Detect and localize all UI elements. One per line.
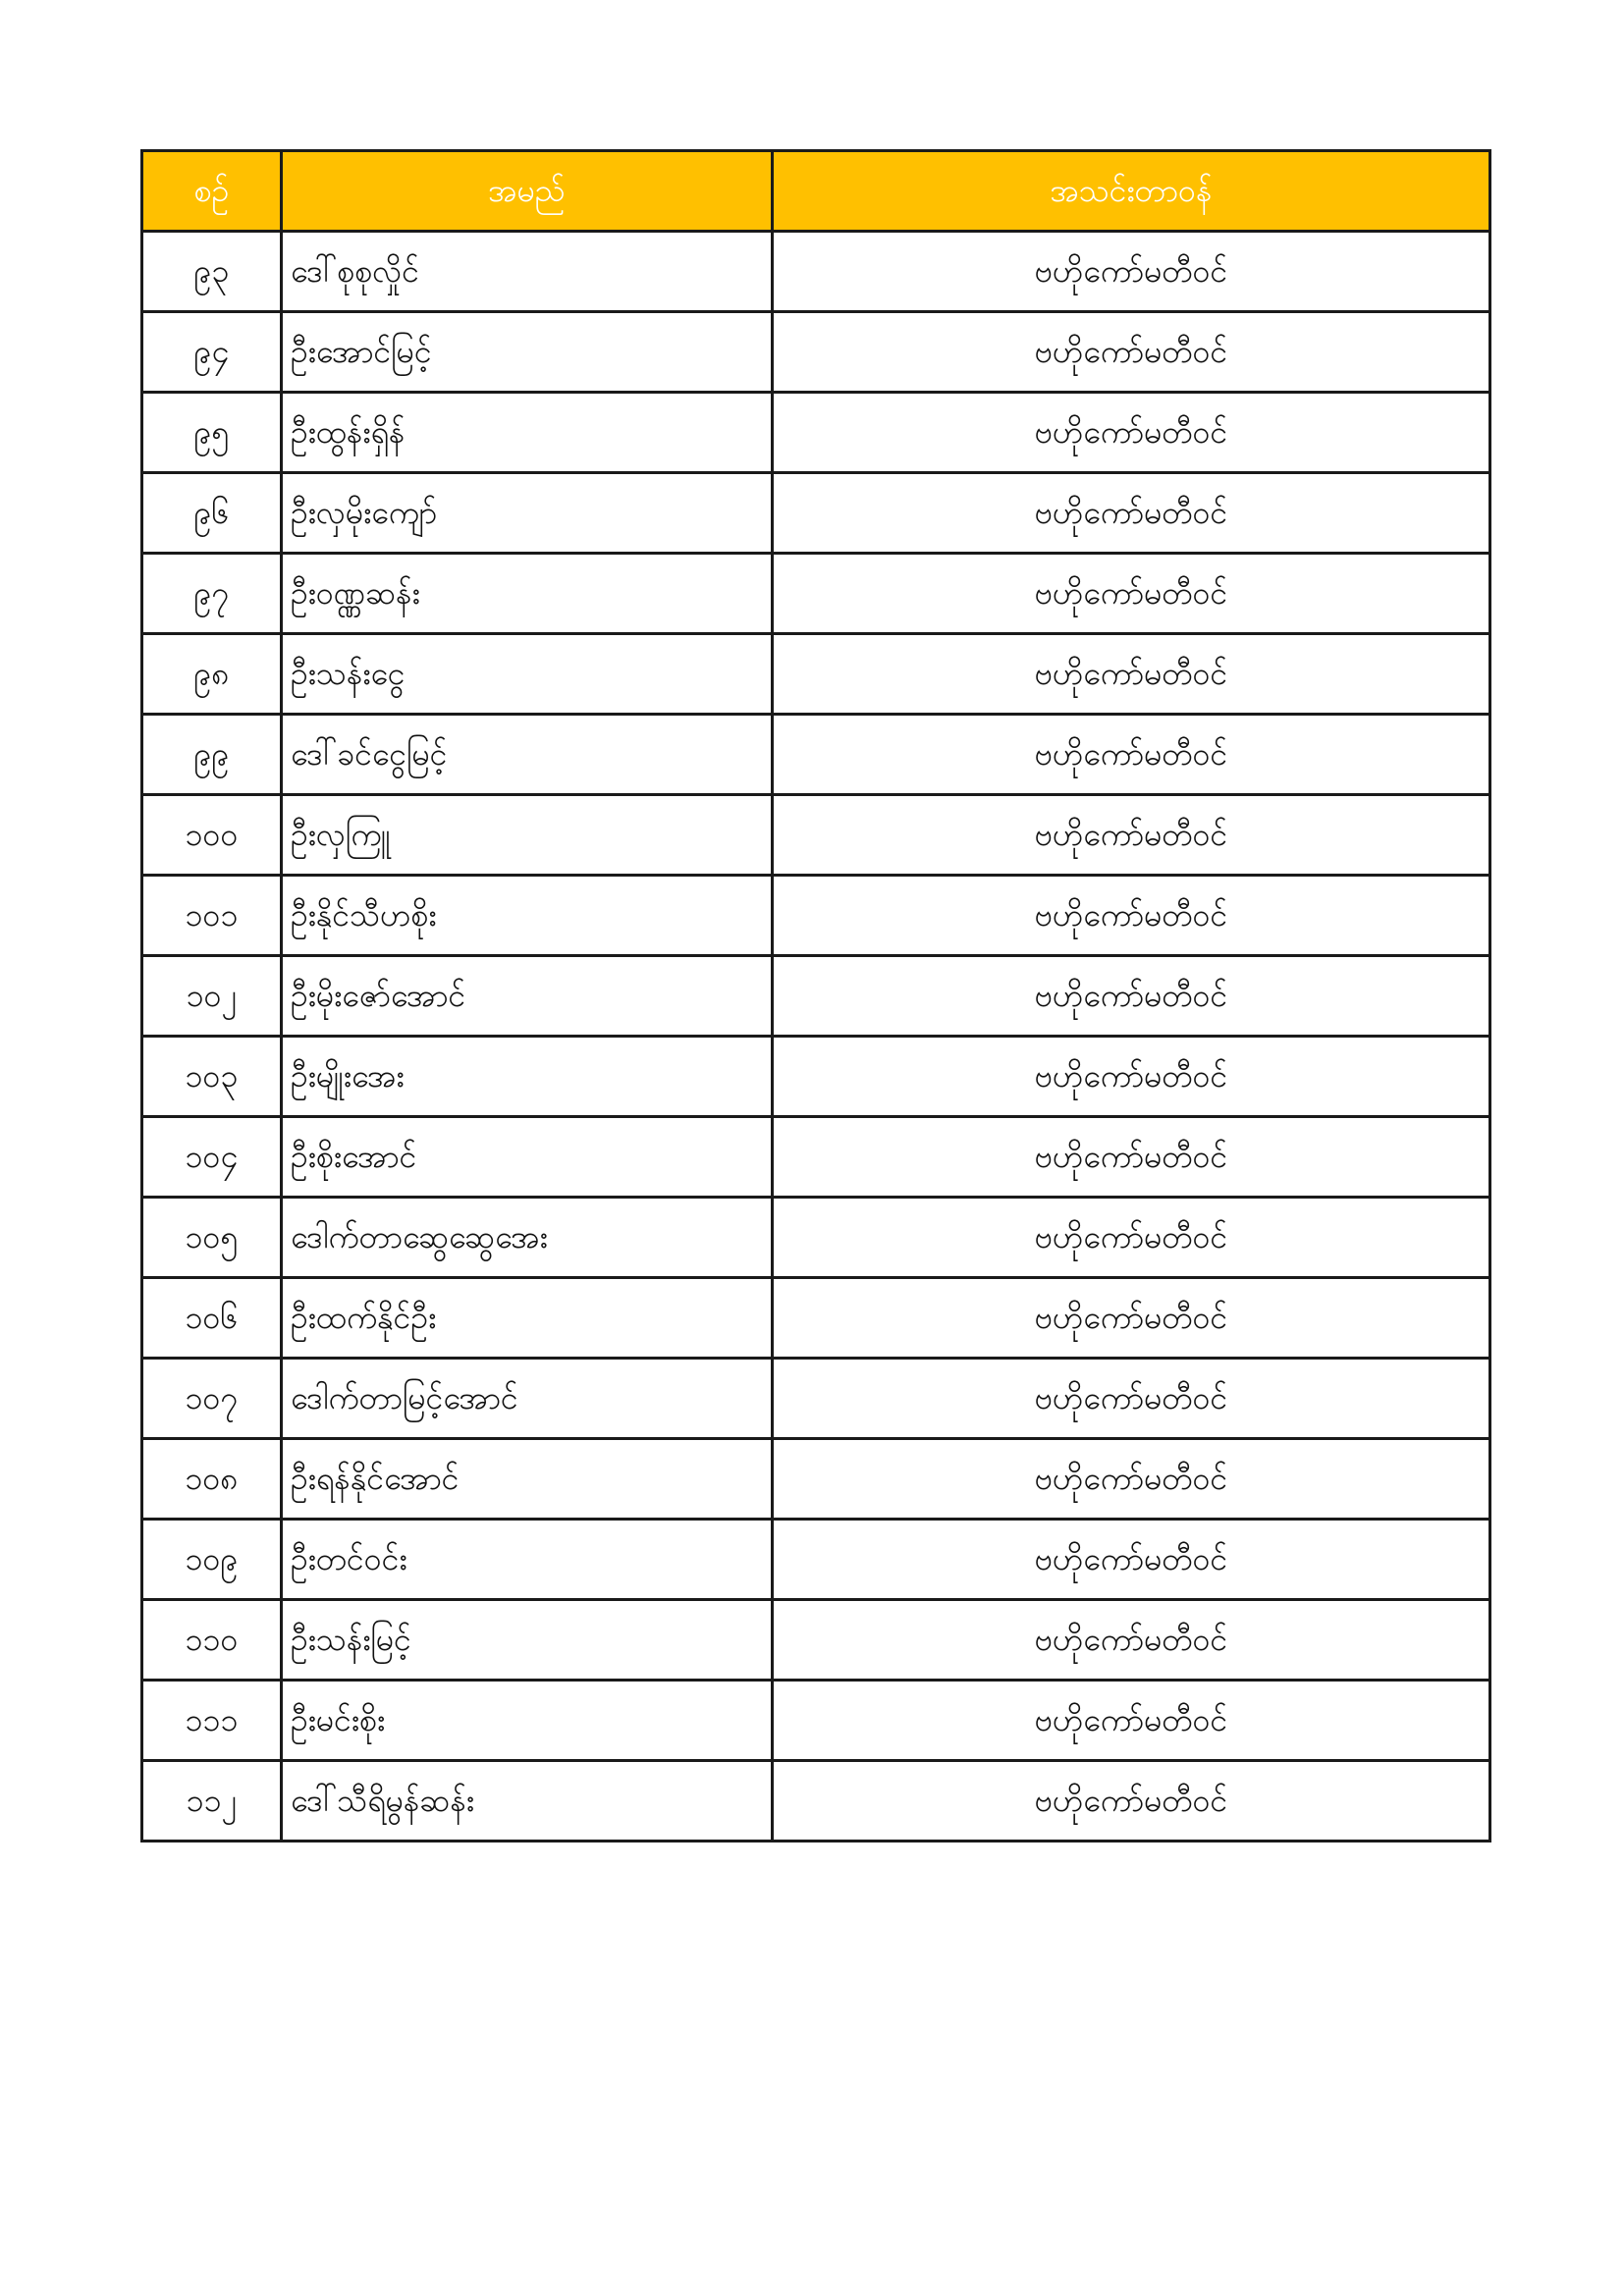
name-cell: ဦးနိုင်သီဟစိုး	[282, 876, 773, 956]
position-cell: ဗဟိုကော်မတီဝင်	[773, 634, 1490, 715]
position-cell: ဗဟိုကော်မတီဝင်	[773, 1600, 1490, 1681]
serial-no-cell: ၁၀၀	[142, 795, 282, 876]
position-cell: ဗဟိုကော်မတီဝင်	[773, 795, 1490, 876]
position-cell: ဗဟိုကော်မတီဝင်	[773, 956, 1490, 1037]
table-row	[142, 1600, 1490, 1681]
name-cell: ဦးဝဏ္ဏဆန်း	[282, 554, 773, 634]
header-name: အမည်	[282, 151, 773, 232]
table-row	[142, 876, 1490, 956]
name-cell: ဒေါ်သီရိမွန်ဆန်း	[282, 1761, 773, 1842]
name-cell: ဦးထက်နိုင်ဦး	[282, 1278, 773, 1359]
name-cell: ဦးသန်းငွေ	[282, 634, 773, 715]
serial-no-cell: ၉၃	[142, 232, 282, 312]
position-cell: ဗဟိုကော်မတီဝင်	[773, 473, 1490, 554]
position-cell: ဗဟိုကော်မတီဝင်	[773, 1037, 1490, 1117]
table-header-row	[142, 151, 1490, 232]
table-row	[142, 473, 1490, 554]
serial-no-cell: ၉၇	[142, 554, 282, 634]
serial-no-cell: ၁၀၉	[142, 1520, 282, 1600]
position-cell: ဗဟိုကော်မတီဝင်	[773, 1681, 1490, 1761]
position-cell: ဗဟိုကော်မတီဝင်	[773, 1761, 1490, 1842]
table-row	[142, 1520, 1490, 1600]
name-cell: ဦးထွန်းရှိန်	[282, 393, 773, 473]
name-cell: ဦးမင်းစိုး	[282, 1681, 773, 1761]
name-cell: ဒေါ်ခင်ငွေမြင့်	[282, 715, 773, 795]
serial-no-cell: ၉၉	[142, 715, 282, 795]
table-row	[142, 1761, 1490, 1842]
position-cell: ဗဟိုကော်မတီဝင်	[773, 393, 1490, 473]
position-cell: ဗဟိုကော်မတီဝင်	[773, 1117, 1490, 1198]
name-cell: ဒေါက်တာမြင့်အောင်	[282, 1359, 773, 1439]
table-row	[142, 1198, 1490, 1278]
table-row	[142, 554, 1490, 634]
serial-no-cell: ၉၄	[142, 312, 282, 393]
serial-no-cell: ၁၁၁	[142, 1681, 282, 1761]
name-cell: ဦးမျိုးအေး	[282, 1037, 773, 1117]
table-row	[142, 1037, 1490, 1117]
name-cell: ဦးလှကြူ	[282, 795, 773, 876]
table-row	[142, 634, 1490, 715]
table-row	[142, 1439, 1490, 1520]
member-table	[140, 149, 1491, 1842]
name-cell: ဦးလှမိုးကျော်	[282, 473, 773, 554]
table-row	[142, 956, 1490, 1037]
position-cell: ဗဟိုကော်မတီဝင်	[773, 1278, 1490, 1359]
serial-no-cell: ၁၀၆	[142, 1278, 282, 1359]
serial-no-cell: ၁၀၇	[142, 1359, 282, 1439]
position-cell: ဗဟိုကော်မတီဝင်	[773, 1359, 1490, 1439]
name-cell: ဦးသန်းမြင့်	[282, 1600, 773, 1681]
table-row	[142, 1117, 1490, 1198]
position-cell: ဗဟိုကော်မတီဝင်	[773, 554, 1490, 634]
serial-no-cell: ၁၀၄	[142, 1117, 282, 1198]
name-cell: ဒေါက်တာဆွေဆွေအေး	[282, 1198, 773, 1278]
header-position: အသင်းတာဝန်	[773, 151, 1490, 232]
serial-no-cell: ၁၀၈	[142, 1439, 282, 1520]
name-cell: ဦးရန်နိုင်အောင်	[282, 1439, 773, 1520]
position-cell: ဗဟိုကော်မတီဝင်	[773, 876, 1490, 956]
name-cell: ဦးအောင်မြင့်	[282, 312, 773, 393]
table-row	[142, 232, 1490, 312]
table-row	[142, 1359, 1490, 1439]
position-cell: ဗဟိုကော်မတီဝင်	[773, 715, 1490, 795]
position-cell: ဗဟိုကော်မတီဝင်	[773, 1198, 1490, 1278]
serial-no-cell: ၉၅	[142, 393, 282, 473]
position-cell: ဗဟိုကော်မတီဝင်	[773, 1439, 1490, 1520]
serial-no-cell: ၉၈	[142, 634, 282, 715]
name-cell: ဦးမိုးဇော်အောင်	[282, 956, 773, 1037]
serial-no-cell: ၁၁၀	[142, 1600, 282, 1681]
name-cell: ဦးတင်ဝင်း	[282, 1520, 773, 1600]
table-row	[142, 1278, 1490, 1359]
table-row	[142, 312, 1490, 393]
serial-no-cell: ၁၁၂	[142, 1761, 282, 1842]
serial-no-cell: ၉၆	[142, 473, 282, 554]
position-cell: ဗဟိုကော်မတီဝင်	[773, 232, 1490, 312]
position-cell: ဗဟိုကော်မတီဝင်	[773, 312, 1490, 393]
table-row	[142, 393, 1490, 473]
serial-no-cell: ၁၀၃	[142, 1037, 282, 1117]
table-row	[142, 795, 1490, 876]
serial-no-cell: ၁၀၂	[142, 956, 282, 1037]
table-row	[142, 715, 1490, 795]
serial-no-cell: ၁၀၁	[142, 876, 282, 956]
header-serial-no: စဉ်	[142, 151, 282, 232]
name-cell: ဒေါ်စုစုလှိုင်	[282, 232, 773, 312]
position-cell: ဗဟိုကော်မတီဝင်	[773, 1520, 1490, 1600]
table-row	[142, 1681, 1490, 1761]
name-cell: ဦးစိုးအောင်	[282, 1117, 773, 1198]
serial-no-cell: ၁၀၅	[142, 1198, 282, 1278]
